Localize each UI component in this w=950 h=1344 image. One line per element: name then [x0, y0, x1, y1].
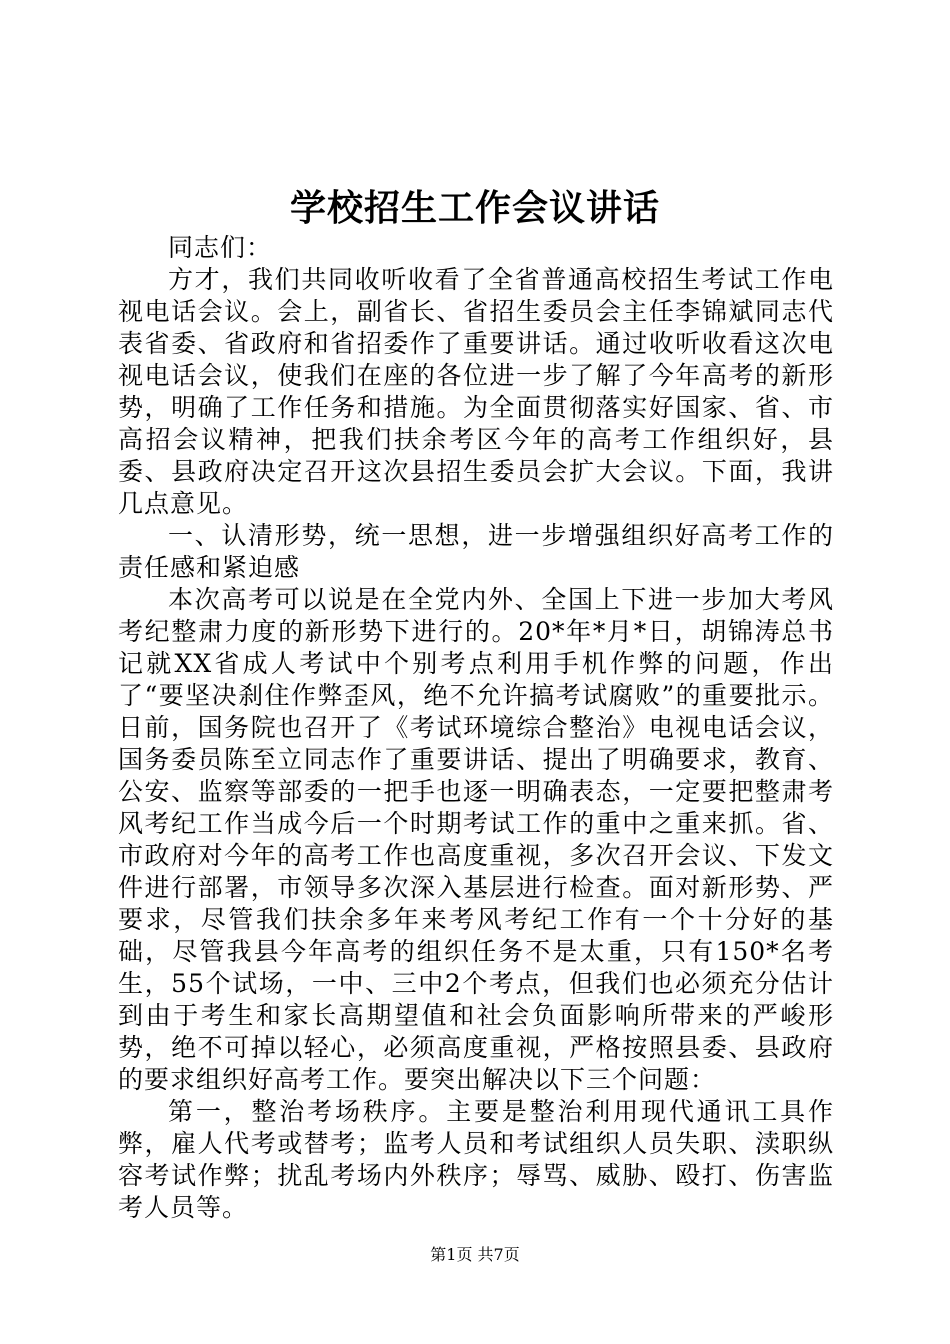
- page-footer: 第1页 共7页: [430, 1245, 520, 1264]
- section-heading-1: 一、认清形势，统一思想，进一步增强组织好高考工作的责任感和紧迫感: [118, 521, 834, 582]
- document-title: 学校招生工作会议讲话: [289, 187, 660, 229]
- paragraph-first-point: 第一，整治考场秩序。主要是整治利用现代通讯工具作弊，雇人代考或替考；监考人员和考试组织人员失职、渎职纵容考试作弊；扰乱考场内外秩序；辱骂、威胁、殴打、伤害监考人员等。: [118, 1097, 834, 1222]
- paragraph-situation: 本次高考可以说是在全党内外、全国上下进一步加大考风考纪整肃力度的新形势下进行的。20*年*月*日，胡锦涛总书记就XX省成人考试中个别考点利用手机作弊的问题，作出了“要坚决刹住作弊歪风，绝不允许搞考试腐败”的重要批示。日前，国务院也召开了《考试环境综合整治》电视电话会议，国务委员陈至立同志作了重要讲话、提出了明确要求，教育、公安、监察等部委的一把手也逐一明确表态，一定要把整肃考风考纪工作当成今后一个时期考试工作的重中之重来抓。省、市政府对今年的高考工作也高度重视，多次召开会议、下发文件进行部署，市领导多次深入基层进行检查。面对新形势、严要求，尽管我们扶余多年来考风考纪工作有一个十分好的基础，尽管我县今年高考的组织任务不是太重，只有150*名考生，55个试场，一中、三中2个考点，但我们也必须充分估计到由于考生和家长高期望值和社会负面影响所带来的严峻形势，绝不可掉以轻心，必须高度重视，严格按照县委、县政府的要求组织好高考工作。要突出解决以下三个问题：: [118, 585, 834, 1094]
- paragraph-salutation: 同志们：: [168, 233, 273, 262]
- paragraph-intro: 方才，我们共同收听收看了全省普通高校招生考试工作电视电话会议。会上，副省长、省招生委员会主任李锦斌同志代表省委、省政府和省招委作了重要讲话。通过收听收看这次电视电话会议，使我们在座的各位进一步了解了今年高考的新形势，明确了工作任务和措施。为全面贯彻落实好国家、省、市高招会议精神，把我们扶余考区今年的高考工作组织好，县委、县政府决定召开这次县招生委员会扩大会议。下面，我讲几点意见。: [118, 265, 834, 518]
- document-body: [118, 232, 834, 1224]
